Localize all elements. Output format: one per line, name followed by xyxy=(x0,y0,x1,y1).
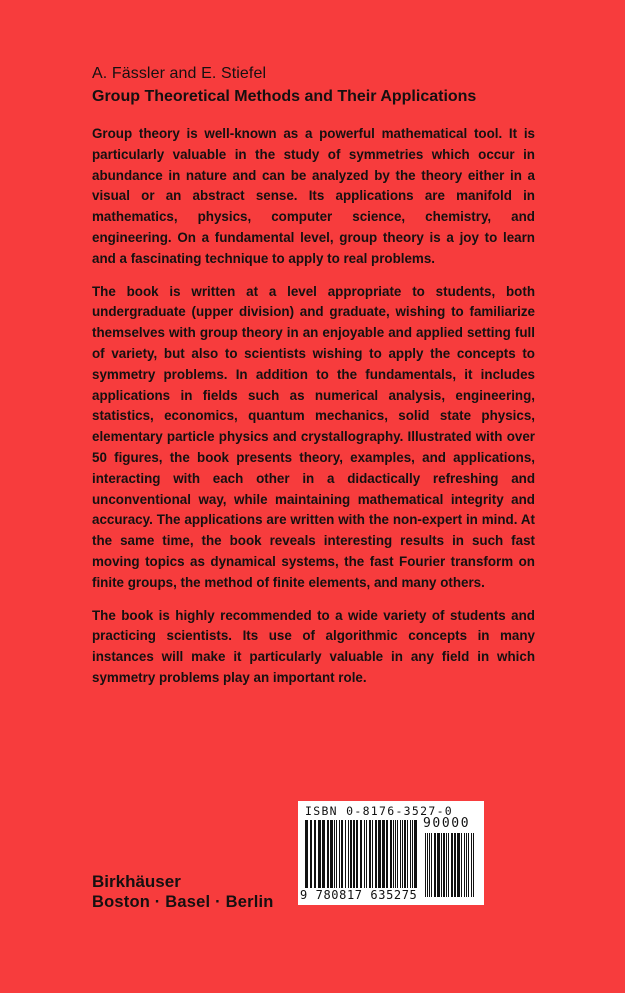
barcode-bar xyxy=(468,833,469,897)
barcode-bar xyxy=(427,833,428,897)
barcode-bar xyxy=(366,820,367,890)
publisher-name: Birkhäuser xyxy=(92,872,181,891)
description xyxy=(92,124,535,701)
ean-barcode-bars xyxy=(304,820,418,890)
barcode-bar xyxy=(457,833,460,897)
barcode-bar xyxy=(310,820,312,890)
description-paragraph-2: The book is written at a level appropriate to students, both undergraduate (upper division) and graduate, wishing to familiarize themselves with group theory in an enjoyable and applied setting full of variety, but also to scientists wishing to apply the concepts to symmetry problems. In addition to the fundamentals, it includes applications in fields such as numerical analysis, engineering, statistics, economics, quantum mechanics, solid state physics, elementary particle physics and crystallography. Illustrated with over 50 figures, the book presents theory, examples, and applications, interacting with each other in a didactically refreshing and unconventional way, while maintaining mathematical integrity and accuracy. The applications are written with the non-expert in mind. At the same time, the book reveals interesting results in such fast moving topics as dynamical systems, the fast Fourier transform on finite groups, the method of finite elements, and many others. xyxy=(92,283,535,590)
barcode-bar xyxy=(434,833,436,897)
isbn-label: ISBN 0-8176-3527-0 xyxy=(305,804,454,818)
barcode-bar xyxy=(378,820,381,890)
barcode-bar xyxy=(400,820,401,890)
barcode-bar xyxy=(464,833,465,897)
barcode-bar xyxy=(404,820,406,890)
barcode-bar xyxy=(443,833,445,897)
barcode-bar xyxy=(412,820,413,890)
barcode-bar xyxy=(360,820,362,890)
barcode-bar xyxy=(369,820,371,890)
barcode-bar xyxy=(471,833,472,897)
barcode-bar xyxy=(414,820,417,890)
barcode-bar xyxy=(451,833,453,897)
publisher xyxy=(92,872,312,912)
barcode-bar xyxy=(448,833,449,897)
barcode-bar xyxy=(345,820,346,890)
barcode-bar xyxy=(454,833,456,897)
barcode-bar xyxy=(364,820,365,890)
book-title: Group Theoretical Methods and Their Applications xyxy=(92,88,477,105)
barcode-bar xyxy=(461,833,462,897)
barcode-bar xyxy=(429,833,430,897)
barcode-bar xyxy=(407,820,408,890)
barcode-bar xyxy=(353,820,355,890)
ean-number: 9 780817 635275 xyxy=(300,888,418,902)
barcode-bar xyxy=(410,820,411,890)
header xyxy=(92,62,552,108)
description-paragraph-1: Group theory is well-known as a powerful mathematical tool. It is particularly valuable in the study of symmetries which occur in abundance in nature and can be analyzed by the theory either in a visual or an abstract sense. Its applications are manifold in mathematics, physics, computer science, chemistry, and engineering. On a fundamental level, group theory is a joy to learn and a fascinating technique to apply to real problems. xyxy=(92,126,535,266)
barcode-bar xyxy=(356,820,358,890)
barcode-bar xyxy=(393,820,394,890)
barcode-bar xyxy=(336,820,337,890)
barcode-bar xyxy=(314,820,316,890)
barcode-bar xyxy=(446,833,447,897)
barcode-bar xyxy=(397,820,398,890)
barcode-bar xyxy=(375,820,377,890)
barcode-bar xyxy=(350,820,352,890)
barcode-bar xyxy=(466,833,467,897)
barcode-bar xyxy=(318,820,321,890)
barcode-bar xyxy=(437,833,440,897)
barcode-bar xyxy=(339,820,340,890)
barcode-bar xyxy=(473,833,474,897)
barcode-bar xyxy=(402,820,403,890)
barcode-bar xyxy=(305,820,308,890)
barcode-bar xyxy=(382,820,385,890)
barcode-bar xyxy=(322,820,325,890)
barcode-bar xyxy=(372,820,373,890)
barcode-bar xyxy=(390,820,392,890)
barcode-bar xyxy=(348,820,349,890)
addon-barcode-bars xyxy=(424,833,476,897)
barcode-bar xyxy=(330,820,333,890)
barcode-bar xyxy=(341,820,343,890)
addon-code: 90000 xyxy=(423,816,471,831)
barcode-bar xyxy=(395,820,396,890)
barcode-bar xyxy=(431,833,432,897)
barcode-bar xyxy=(327,820,329,890)
description-paragraph-3: The book is highly recommended to a wide variety of students and practicing scientists. Its use of algorithmic concepts in many instances will make it particularly valuable in any field in which symmetry problems play an important role. xyxy=(92,607,535,685)
authors: A. Fässler and E. Stiefel xyxy=(92,65,267,82)
barcode-bar xyxy=(386,820,388,890)
publisher-cities: Boston · Basel · Berlin xyxy=(92,893,274,911)
barcode-bar xyxy=(334,820,335,890)
barcode-bar xyxy=(441,833,442,897)
barcode xyxy=(298,801,484,905)
barcode-bar xyxy=(425,833,426,897)
